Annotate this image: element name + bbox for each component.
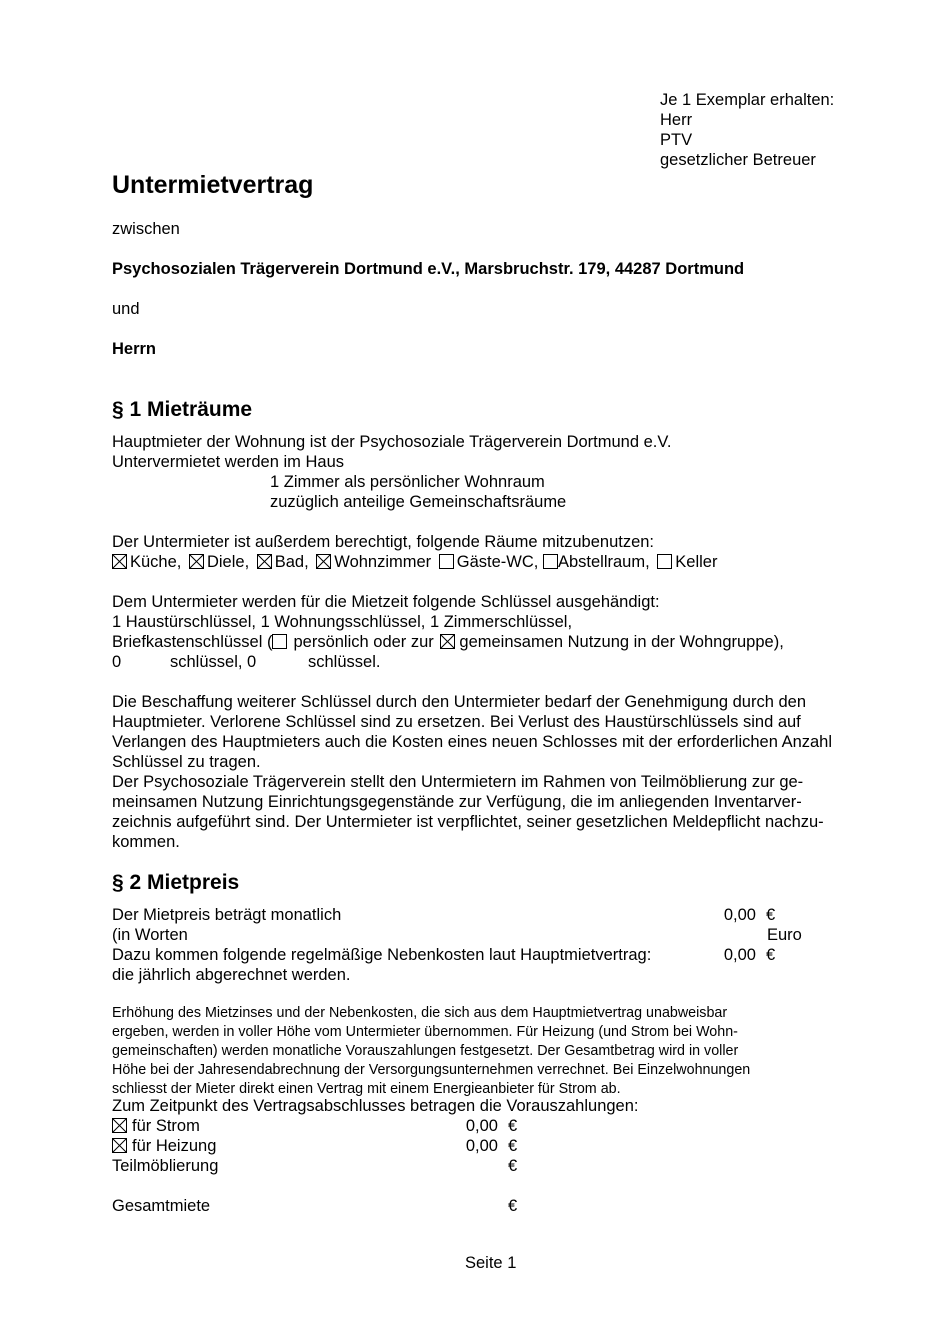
mailbox-option-shared: gemeinsamen Nutzung in der Wohngruppe), — [459, 633, 784, 651]
rent-label: Der Mietpreis beträgt monatlich — [112, 906, 342, 924]
room-label: Bad, — [274, 553, 309, 571]
page-number: Seite 1 — [465, 1254, 517, 1272]
prepay-value: 0,00 — [465, 1137, 498, 1155]
shared-rooms-options — [112, 552, 717, 572]
costs-currency: € — [766, 946, 776, 964]
mailbox-prefix: Briefkastenschlüssel ( — [112, 633, 273, 651]
prepay-intro: Zum Zeitpunkt des Vertragsabschlusses betragen die Vorauszahlungen: — [112, 1097, 639, 1115]
furnishing-label: Teilmöblierung — [112, 1157, 219, 1175]
parties-between: zwischen — [112, 220, 180, 238]
other-keys-line — [112, 652, 784, 672]
room-option-kueche — [112, 553, 181, 571]
clause-line: schliesst der Mieter direkt einen Vertrag mit einem Energieanbieter für Strom ab. — [112, 1081, 621, 1097]
distribution-line: Je 1 Exemplar erhalten: — [660, 91, 835, 109]
rent-line — [112, 905, 812, 925]
checkbox[interactable] — [112, 554, 127, 569]
distribution-line: PTV — [660, 131, 693, 149]
prepay-label: für Strom — [132, 1117, 200, 1135]
room-label: Küche, — [130, 553, 182, 571]
rent-value: 0,00 — [723, 906, 756, 924]
rent-words-line — [112, 925, 812, 945]
prepay-label: für Heizung — [132, 1137, 217, 1155]
paragraph-line: zeichnis aufgeführt sind. Der Untermieter ist verpflichtet, seiner gesetzlichen Meldepflicht nachzu- — [112, 813, 824, 831]
prepay-heizung-line — [112, 1136, 532, 1156]
room-option-abstellraum — [543, 553, 650, 571]
section2-heading: § 2 Mietpreis — [112, 871, 240, 894]
costs-line — [112, 945, 812, 965]
room-label: Wohnzimmer — [334, 553, 432, 571]
keys-block — [112, 592, 784, 672]
section1-paragraph — [112, 692, 832, 852]
tenant-name: Herrn — [112, 340, 157, 358]
landlord-name: Psychosozialen Trägerverein Dortmund e.V., Marsbruchstr. 179, 44287 Dortmund — [112, 260, 745, 278]
paragraph-line: kommen. — [112, 833, 180, 851]
checkbox[interactable] — [657, 554, 672, 569]
parties-and: und — [112, 300, 140, 318]
intro-line: Untervermietet werden im Haus — [112, 453, 344, 471]
paragraph-line: Schlüssel zu tragen. — [112, 753, 261, 771]
increase-clause — [112, 1004, 750, 1099]
keys-list: 1 Haustürschlüssel, 1 Wohnungsschlüssel, 1 Zimmerschlüssel, — [112, 613, 573, 631]
room-label: Gäste-WC, — [456, 553, 539, 571]
prepay-strom-line — [112, 1116, 532, 1136]
room-option-keller — [657, 553, 717, 571]
paragraph-line: Verlangen des Hauptmieters auch die Kosten eines neuen Schlosses mit der erforderlichen Anzahl — [112, 733, 833, 751]
checkbox-mailbox-personal[interactable] — [272, 634, 287, 649]
rooms-line: zuzüglich anteilige Gemeinschaftsräume — [270, 493, 567, 511]
prepay-currency: € — [508, 1137, 518, 1155]
checkbox-mailbox-shared[interactable] — [440, 634, 455, 649]
total-label: Gesamtmiete — [112, 1197, 211, 1215]
room-label: Diele, — [206, 553, 250, 571]
checkbox-strom[interactable] — [112, 1118, 127, 1133]
page-title: Untermietvertrag — [112, 171, 314, 199]
furnishing-currency: € — [508, 1157, 518, 1175]
distribution-line: gesetzlicher Betreuer — [660, 151, 816, 169]
section1-intro — [112, 432, 671, 512]
keys-intro: Dem Untermieter werden für die Mietzeit folgende Schlüssel ausgehändigt: — [112, 593, 660, 611]
room-option-diele — [189, 553, 249, 571]
prepay-value: 0,00 — [465, 1117, 498, 1135]
paragraph-line: Der Psychosoziale Trägerverein stellt den Untermietern im Rahmen von Teilmöblierung zur ge- — [112, 773, 804, 791]
room-option-wohnzimmer — [316, 553, 431, 571]
costs-label: Dazu kommen folgende regelmäßige Nebenkosten laut Hauptmietvertrag: — [112, 946, 652, 964]
prepay-currency: € — [508, 1117, 518, 1135]
section1-heading: § 1 Mieträume — [112, 398, 253, 421]
furnishing-line — [112, 1156, 532, 1176]
other-keys-label: schlüssel, 0 — [170, 653, 257, 671]
clause-line: ergeben, werden in voller Höhe vom Untermieter übernommen. Für Heizung (und Strom bei Wohn- — [112, 1024, 738, 1040]
total-currency: € — [508, 1197, 518, 1215]
checkbox[interactable] — [439, 554, 454, 569]
room-label: Keller — [675, 553, 718, 571]
intro-line: Hauptmieter der Wohnung ist der Psychosoziale Trägerverein Dortmund e.V. — [112, 433, 672, 451]
rent-words-currency: Euro — [767, 926, 802, 944]
mailbox-option-personal: persönlich oder zur — [293, 633, 434, 651]
spacer — [112, 1176, 532, 1196]
rooms-line: 1 Zimmer als persönlicher Wohnraum — [270, 473, 545, 491]
paragraph-line: Die Beschaffung weiterer Schlüssel durch den Untermieter bedarf der Genehmigung durch den — [112, 693, 807, 711]
clause-line: Erhöhung des Mietzinses und der Nebenkosten, die sich aus dem Hauptmietvertrag unabweisbar — [112, 1005, 728, 1021]
checkbox[interactable] — [189, 554, 204, 569]
clause-line: gemeinschaften) werden monatliche Vorauszahlungen festgesetzt. Der Gesamtbetrag wird in voller — [112, 1043, 739, 1059]
paragraph-line: Hauptmieter. Verlorene Schlüssel sind zu ersetzen. Bei Verlust des Haustürschlüssels sind auf — [112, 713, 801, 731]
rent-block — [112, 905, 812, 985]
distribution-list — [660, 90, 834, 170]
checkbox[interactable] — [316, 554, 331, 569]
paragraph-line: meinsamen Nutzung Einrichtungsgegenstände zur Verfügung, die im anliegenden Inventarver- — [112, 793, 802, 811]
rent-currency: € — [766, 906, 776, 924]
checkbox[interactable] — [543, 554, 558, 569]
distribution-line: Herr — [660, 111, 693, 129]
room-option-bad — [257, 553, 309, 571]
shared-rooms-intro: Der Untermieter ist außerdem berechtigt, folgende Räume mitzubenutzen: — [112, 533, 655, 551]
checkbox-heizung[interactable] — [112, 1138, 127, 1153]
clause-line: Höhe bei der Jahresendabrechnung der Versorgungsunternehmen verrechnet. Bei Einzelwohnungen — [112, 1062, 751, 1078]
other-keys-count: 0 — [112, 653, 122, 671]
shared-rooms — [112, 532, 717, 572]
total-line — [112, 1196, 532, 1216]
checkbox[interactable] — [257, 554, 272, 569]
prepayments-block — [112, 1096, 639, 1216]
room-label: Abstellraum, — [557, 553, 650, 571]
mailbox-key-line — [112, 632, 784, 652]
rent-words-label: (in Worten — [112, 926, 188, 944]
room-option-gaeste-wc — [439, 553, 539, 571]
costs-value: 0,00 — [723, 946, 756, 964]
other-keys-label: schlüssel. — [308, 653, 381, 671]
costs-note: die jährlich abgerechnet werden. — [112, 966, 351, 984]
